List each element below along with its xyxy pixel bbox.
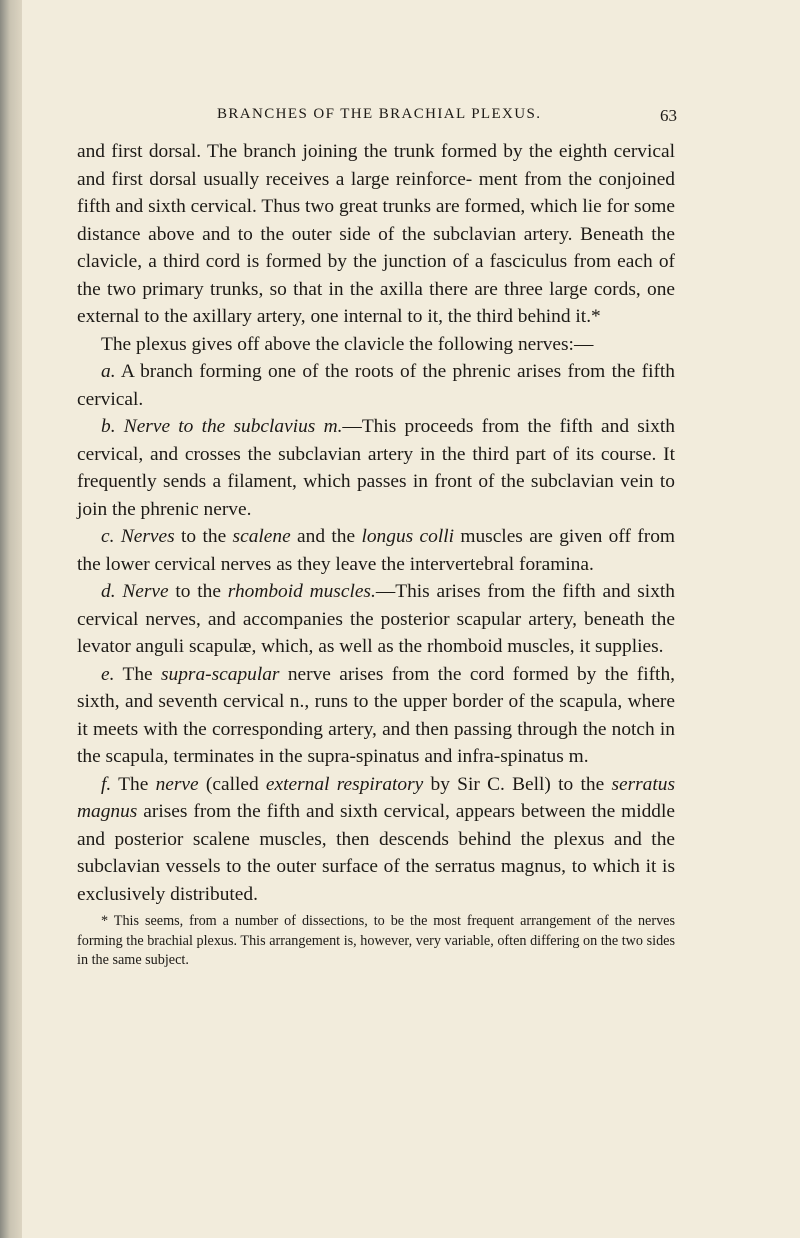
item-label: e.: [101, 663, 115, 685]
item-label: c.: [101, 526, 115, 547]
body-text: [77, 138, 675, 908]
item-text-fragment: to the: [174, 526, 233, 547]
item-text-fragment: The: [111, 773, 156, 795]
list-item-e: [77, 661, 675, 771]
item-term: serratus magnus: [77, 773, 676, 822]
item-term: scalene: [232, 526, 291, 547]
item-text-fragment: The: [114, 663, 161, 685]
item-label: f.: [101, 773, 112, 795]
book-page: [22, 0, 800, 1238]
list-item-c: [77, 523, 675, 578]
item-text: arises from the fifth and sixth cervical, appears between the middle and posterior scalene muscles, then descends behind the plexus and the subclavian vessels to the outer surface of the serratus magnus, to which it is exclusively distributed.: [77, 801, 675, 905]
paragraph: The plexus gives off above the clavicle the following nerves:—: [101, 333, 594, 355]
list-item-b: [77, 413, 675, 523]
item-title: Nerve: [122, 581, 169, 602]
running-header: [217, 106, 677, 126]
item-label: a.: [101, 361, 116, 382]
item-text-fragment: by Sir C. Bell) to the: [423, 773, 612, 795]
item-title: Nerves: [120, 526, 175, 547]
item-term: rhomboid muscles.: [227, 581, 376, 602]
item-term: longus colli: [361, 526, 455, 547]
item-text: A branch forming one of the roots of the phrenic arises from the fifth cervical.: [77, 361, 675, 410]
paragraph: and first dorsal. The branch joining the trunk formed by the eighth cervical and first dorsal usually receives a large reinforce- ment from the conjoined fifth and sixth cervical. Thus two great trunks are formed, which lie for some distance above and to the outer side of the subclavian artery. Beneath the clavicle, a third cord is formed by the junction of a fasciculus from each of the two primary trunks, so that in the axilla there are three large cords, one external to the axillary artery, one internal to it, the third behind it.*: [77, 141, 675, 327]
list-item-f: [77, 771, 675, 909]
page-number: 63: [660, 106, 677, 125]
item-text-fragment: (called: [198, 773, 266, 795]
item-text: —This arises from the fifth and sixth cervical nerves, and accompanies the posterior scapular artery, beneath the levator anguli scapulæ, which, as well as the rhomboid muscles, it supplies.: [77, 581, 675, 657]
item-text: nerve arises from the cord formed by the fifth, sixth, and seventh cervical n., runs to the upper border of the scapula, where it meets with the corresponding artery, and then passing through the notch in the scapula, terminates in the supra-spinatus and infra-spinatus m.: [77, 663, 675, 767]
running-title: BRANCHES OF THE BRACHIAL PLEXUS.: [217, 106, 542, 122]
item-text-fragment: to the: [168, 581, 228, 602]
list-item-d: [77, 578, 675, 661]
item-text-fragment: and the: [290, 526, 362, 547]
item-term: external respiratory: [265, 773, 424, 795]
list-item-a: [77, 358, 675, 413]
item-text: muscles are given off from the lower cervical nerves as they leave the intervertebral foramina.: [77, 526, 675, 575]
item-label: b.: [101, 416, 116, 437]
book-binding-edge: [0, 0, 22, 1238]
item-term: supra-scapular: [160, 663, 280, 685]
item-label: d.: [101, 581, 116, 602]
item-title: Nerve to the subclavius m.: [123, 416, 343, 437]
item-term: nerve: [155, 773, 199, 795]
item-text: —This proceeds from the fifth and sixth cervical, and crosses the subclavian artery in the third part of its course. It frequently sends a filament, which passes in front of the subclavian vein to join the phrenic nerve.: [77, 416, 675, 520]
footnote: * This seems, from a number of dissections, to be the most frequent arrangement of the nerves forming the brachial plexus. This arrangement is, however, very variable, often differing on the two sides in the same subject.: [77, 913, 675, 968]
